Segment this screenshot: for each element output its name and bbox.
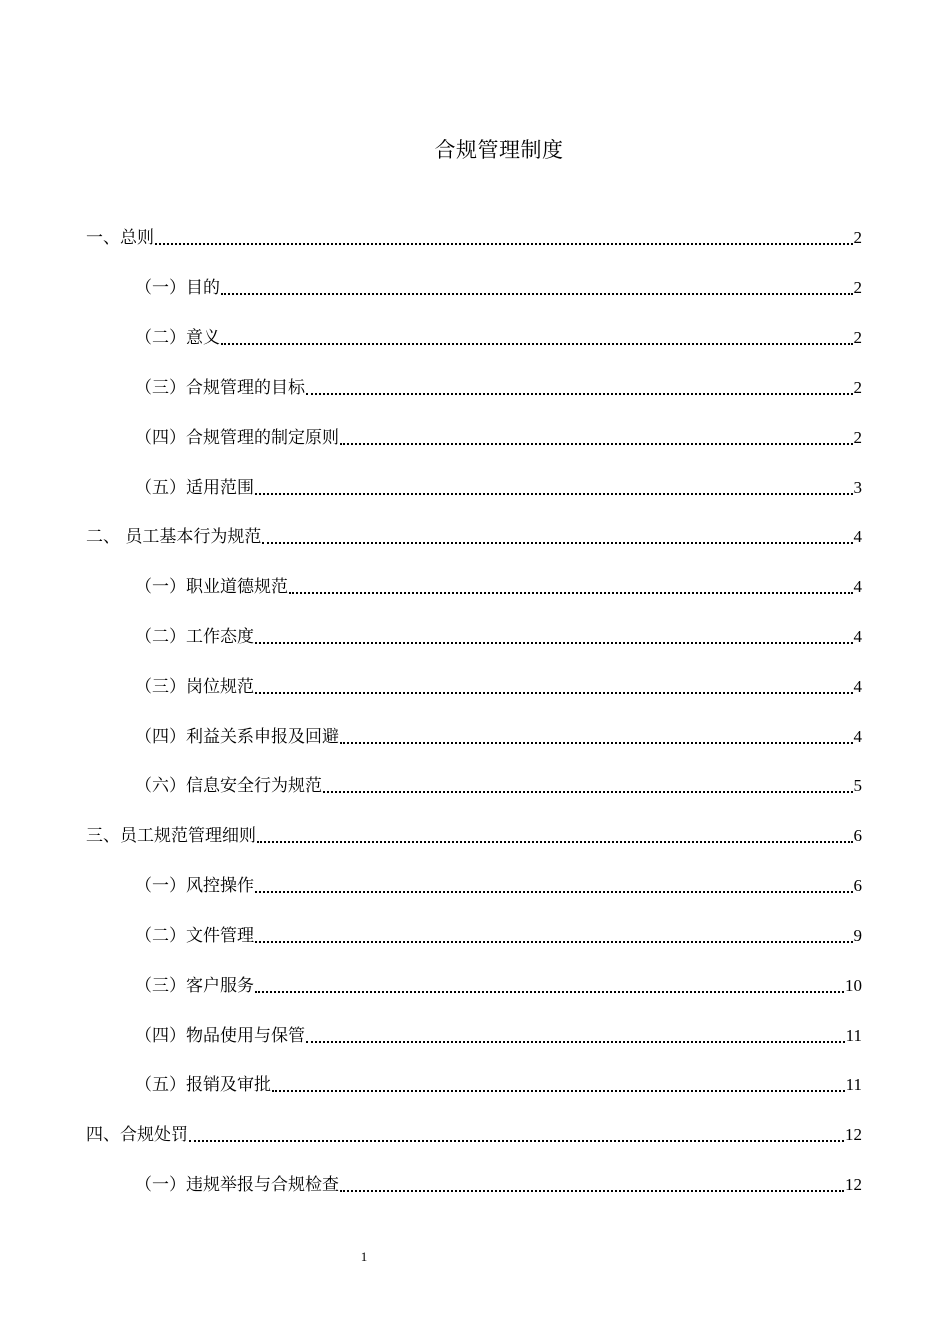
toc-entry[interactable]: [135, 912, 862, 952]
toc-entry[interactable]: [135, 563, 862, 603]
toc-entry-label: （四）利益关系申报及回避: [135, 727, 339, 747]
toc-entry-page: 2: [853, 278, 862, 297]
toc-entry-label: （一）风控操作: [135, 876, 254, 896]
toc-entry-page: 4: [853, 727, 862, 746]
toc-dot-leader: [340, 443, 853, 445]
toc-entry-page: 2: [853, 378, 862, 397]
toc-entry-page: 3: [853, 478, 862, 497]
toc-entry-label: （六）信息安全行为规范: [135, 776, 322, 796]
toc-entry[interactable]: [135, 1161, 862, 1201]
toc-entry-label: 四、合规处罚: [86, 1125, 188, 1145]
toc-entry-label: （四）物品使用与保管: [135, 1026, 305, 1046]
toc-dot-leader: [255, 991, 844, 993]
toc-entry[interactable]: [135, 1061, 862, 1101]
toc-entry[interactable]: [135, 862, 862, 902]
toc-entry-page: 11: [845, 1075, 862, 1094]
toc-entry[interactable]: [135, 962, 862, 1002]
toc-entry-label: （五）适用范围: [135, 478, 254, 498]
toc-entry-page: 9: [853, 926, 862, 945]
toc-entry-label: 三、员工规范管理细则: [86, 826, 256, 846]
toc-entry-label: （一）违规举报与合规检查: [135, 1175, 339, 1195]
toc-entry-page: 12: [845, 1175, 862, 1194]
toc-dot-leader: [289, 592, 853, 594]
toc-entry-label: （一）目的: [135, 278, 220, 298]
toc-dot-leader: [255, 941, 853, 943]
toc-entry-page: 4: [853, 527, 862, 546]
toc-dot-leader: [255, 493, 853, 495]
toc-dot-leader: [257, 841, 853, 843]
toc-entry-page: 4: [853, 627, 862, 646]
toc-entry-page: 4: [853, 577, 862, 596]
toc-entry[interactable]: [135, 713, 862, 753]
toc-dot-leader: [323, 791, 853, 793]
toc-entry-page: 2: [853, 328, 862, 347]
toc-entry[interactable]: [135, 264, 862, 304]
document-title: 合规管理制度: [434, 138, 564, 162]
toc-entry-label: （三）客户服务: [135, 976, 254, 996]
toc-entry-label: 一、总则: [86, 228, 154, 248]
toc-entry-label: （二）工作态度: [135, 627, 254, 647]
toc-entry[interactable]: [86, 513, 862, 553]
toc-dot-leader: [255, 692, 853, 694]
toc-entry[interactable]: [135, 414, 862, 454]
toc-entry[interactable]: [86, 812, 862, 852]
toc-entry-label: （三）合规管理的目标: [135, 378, 305, 398]
toc-entry-page: 11: [845, 1026, 862, 1045]
footer-page-number: 1: [360, 1249, 368, 1264]
toc-entry-label: （一）职业道德规范: [135, 577, 288, 597]
toc-entry[interactable]: [86, 214, 862, 254]
toc-dot-leader: [340, 1190, 844, 1192]
toc-entry-page: 2: [853, 228, 862, 247]
toc-entry[interactable]: [86, 1111, 862, 1151]
toc-entry-page: 12: [845, 1125, 862, 1144]
toc-entry-label: （二）意义: [135, 328, 220, 348]
toc-dot-leader: [306, 393, 853, 395]
toc-dot-leader: [272, 1090, 845, 1092]
toc-entry-page: 6: [853, 826, 862, 845]
toc-dot-leader: [221, 343, 853, 345]
toc-dot-leader: [306, 1041, 845, 1043]
toc-entry[interactable]: [135, 464, 862, 504]
toc-entry-label: （二）文件管理: [135, 926, 254, 946]
toc-dot-leader: [262, 542, 852, 544]
toc-dot-leader: [155, 243, 853, 245]
toc-dot-leader: [255, 642, 853, 644]
toc-entry-label: （四）合规管理的制定原则: [135, 428, 339, 448]
toc-entry-page: 4: [853, 677, 862, 696]
toc-entry-label: （五）报销及审批: [135, 1075, 271, 1095]
toc-entry-page: 10: [845, 976, 862, 995]
toc-entry[interactable]: [135, 314, 862, 354]
toc-dot-leader: [340, 742, 853, 744]
toc-entry-page: 2: [853, 428, 862, 447]
toc-entry[interactable]: [135, 364, 862, 404]
toc-entry[interactable]: [135, 613, 862, 653]
toc-entry-page: 6: [853, 876, 862, 895]
toc-entry-page: 5: [853, 776, 862, 795]
toc-dot-leader: [221, 293, 853, 295]
toc-entry-label: （三）岗位规范: [135, 677, 254, 697]
toc-dot-leader: [255, 891, 853, 893]
toc-entry[interactable]: [135, 1012, 862, 1052]
toc-entry[interactable]: [135, 663, 862, 703]
toc-dot-leader: [189, 1140, 844, 1142]
toc-entry-label: 二、 员工基本行为规范: [86, 527, 262, 547]
toc-entry[interactable]: [135, 762, 862, 802]
